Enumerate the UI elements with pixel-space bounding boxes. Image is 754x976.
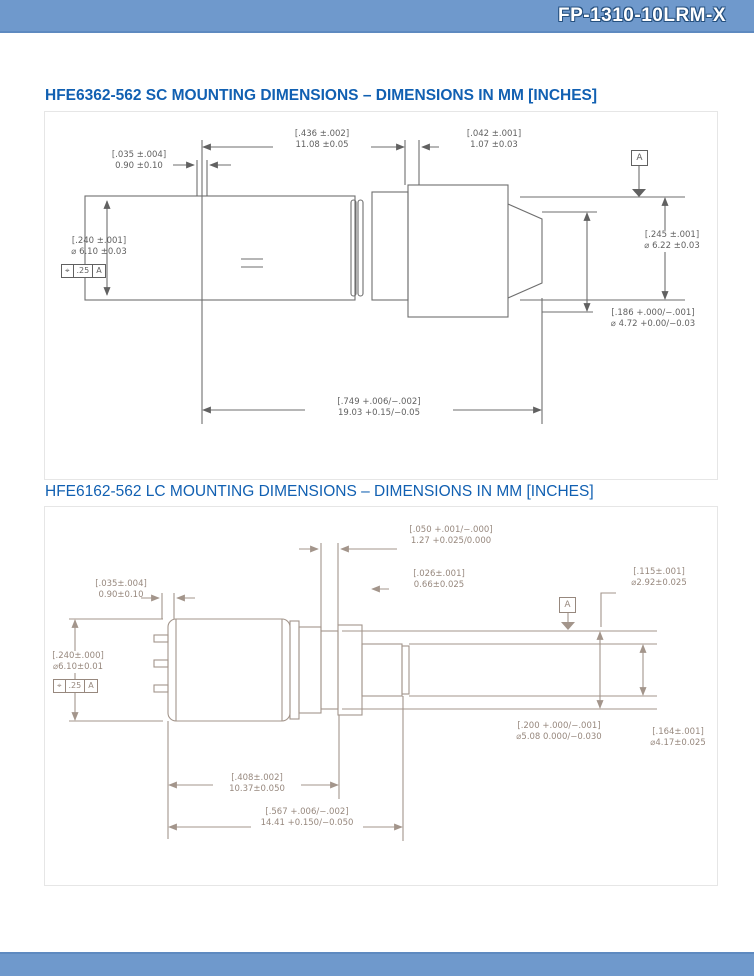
bottom-bar [0, 952, 754, 976]
dim-lc-washer-width: [.050 +.001/−.000] 1.27 +0.025/0.000 [409, 525, 493, 547]
dim-sc-housing-diameter: [.245 ±.001] ⌀ 6.22 ±0.03 [627, 230, 717, 252]
product-code: FP-1310-10LRM-X [558, 4, 726, 26]
lc-section-heading: HFE6162-562 LC MOUNTING DIMENSIONS – DIMENSIONS IN MM [INCHES] [45, 483, 594, 500]
sc-datum-a-flag: A [631, 150, 648, 166]
dim-sc-overall-length: [.749 +.006/−.002] 19.03 +0.15/−0.05 [305, 397, 453, 419]
dim-lc-overall-length: [.567 +.006/−.002] 14.41 +0.150/−0.050 [251, 807, 363, 829]
sc-feature-control-frame: ⌖ .25 A [61, 264, 106, 278]
dim-lc-barrel-diameter: [.164±.001] ⌀4.17±0.025 [650, 727, 706, 749]
lc-mounting-drawing [44, 506, 718, 886]
sc-mounting-drawing [44, 111, 718, 480]
lc-feature-control-frame: ⌖ .25 A [53, 679, 98, 693]
dim-sc-mid-length: [.436 ±.002] 11.08 ±0.05 [273, 129, 371, 151]
lc-datum-a-flag: A [559, 597, 576, 613]
dim-lc-collar-gap: [.026±.001] 0.66±0.025 [413, 569, 465, 591]
dim-lc-flange-width: [.035±.004] 0.90±0.10 [95, 579, 147, 601]
dim-lc-ferrule-diameter: [.115±.001] ⌀2.92±0.025 [631, 567, 687, 589]
lc-drawing-lines [45, 507, 717, 885]
top-title-bar [0, 0, 754, 33]
dim-lc-body-diameter: [.240±.000] ⌀6.10±0.01 [45, 651, 111, 673]
dim-lc-mount-length: [.408±.002] 10.37±0.050 [213, 773, 301, 795]
dim-sc-flange-width: [.035 ±.004] 0.90 ±0.10 [111, 150, 167, 172]
dim-sc-shaft-diameter: [.186 +.000/−.001] ⌀ 4.72 +0.00/−0.03 [593, 308, 713, 330]
sc-section-heading: HFE6362-562 SC MOUNTING DIMENSIONS – DIMENSIONS IN MM [INCHES] [45, 87, 598, 104]
position-symbol: ⌖ [65, 266, 70, 275]
dim-lc-nut-diameter: [.200 +.000/−.001] ⌀5.08 0.000/−0.030 [505, 721, 613, 743]
dim-sc-body-diameter: [.240 ±.001] ⌀ 6.10 ±0.03 [71, 236, 127, 258]
position-symbol: ⌖ [57, 681, 62, 690]
dim-sc-tip-length: [.042 ±.001] 1.07 ±0.03 [466, 129, 522, 151]
